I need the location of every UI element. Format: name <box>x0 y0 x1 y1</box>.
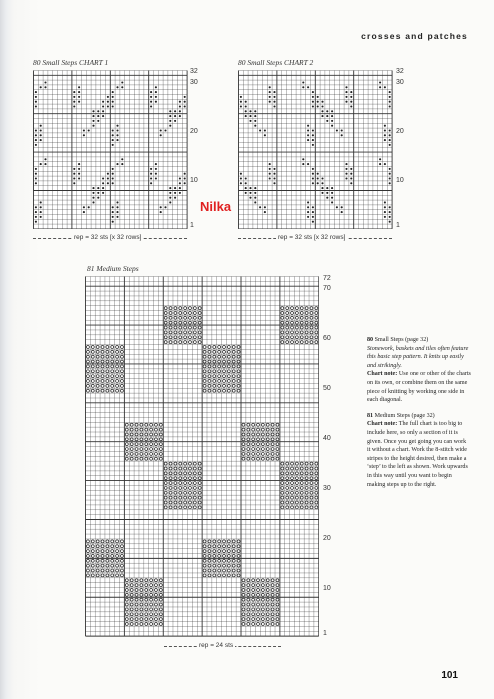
note-80-chart-label: Chart note: <box>367 371 398 378</box>
note-80-chart-text: Use one or other of the charts on its own, or combine them on the same piece of knitting by working one side in each diagonal. <box>367 371 471 404</box>
chart3-title: 81 Medium Steps <box>87 264 139 273</box>
chart2-grid <box>238 70 393 229</box>
note-81-chart-label: Chart note: <box>367 421 398 428</box>
chart3-row-label: 50 <box>323 385 331 392</box>
chart3-rep-label: rep = 24 sts <box>199 642 234 649</box>
chart2-row-label: 30 <box>396 79 404 86</box>
chart2-row-label: 32 <box>396 68 404 75</box>
note-80-number: 80 <box>367 337 374 343</box>
chart3-row-label: 30 <box>323 485 331 492</box>
note-80-title: Small Steps (page 32) <box>374 337 429 343</box>
chart1-rep-label: rep = 32 sts [x 32 rows] <box>74 234 142 241</box>
chart3-row-label: 40 <box>323 435 331 442</box>
chart2-title: 80 Small Steps CHART 2 <box>238 58 314 67</box>
note-80 <box>367 336 471 405</box>
chart1-row-label: 10 <box>190 177 198 184</box>
chart1-row-label: 30 <box>190 79 198 86</box>
chart3-row-label: 70 <box>323 285 331 292</box>
pattern-notes <box>367 336 471 496</box>
watermark-text: Nilka <box>200 199 232 214</box>
chart3-grid <box>85 276 319 637</box>
note-81 <box>367 412 471 489</box>
chart2-row-label: 10 <box>396 177 404 184</box>
chart3-row-label: 10 <box>323 585 331 592</box>
chart2-rep-label: rep = 32 sts [x 32 rows] <box>278 234 346 241</box>
chart1-row-label: 20 <box>190 128 198 135</box>
note-80-description: Stonework, baskets and tiles often feature this basic step pattern. It knits up easily and strikingly. <box>367 345 469 369</box>
running-head: crosses and patches <box>361 31 468 41</box>
note-81-title: Medium Steps (page 32) <box>374 412 435 419</box>
note-81-chart-text: The full chart is too big to include here, so only a section of it is given. Once you get going you can work it without a chart. Work the 8-stitch wide stripes to the height desired, then make a ‘step’ to the left as shown. Work upwards in this way until you want to begin making steps up to the right. <box>367 421 468 488</box>
chart2-row-label: 1 <box>396 222 400 229</box>
chart1-title: 80 Small Steps CHART 1 <box>33 58 109 67</box>
chart1-row-label: 1 <box>190 222 194 229</box>
chart3-row-label: 20 <box>323 535 331 542</box>
chart2-row-label: 20 <box>396 128 404 135</box>
page-number: 101 <box>441 670 458 681</box>
chart1-grid <box>33 70 188 229</box>
chart3-row-label: 1 <box>323 630 327 637</box>
note-81-number: 81 <box>367 412 374 419</box>
chart3-row-label: 60 <box>323 335 331 342</box>
chart1-row-label: 32 <box>190 68 198 75</box>
chart3-row-label: 72 <box>323 275 331 282</box>
